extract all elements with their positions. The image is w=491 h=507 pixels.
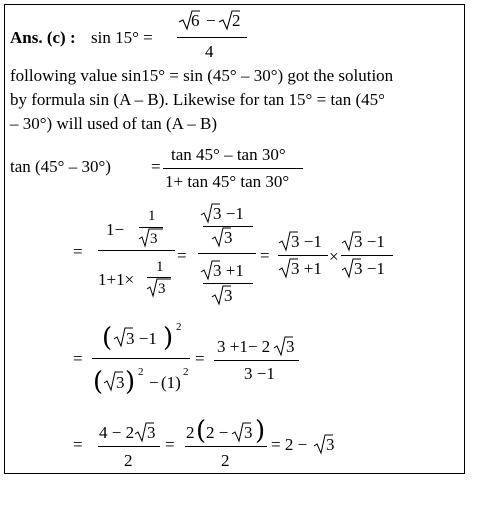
step1-f1-num-frac-num: 1 [148,208,156,224]
step1-eq3: = [260,246,270,265]
fraction-bar [341,255,393,256]
step1-f2-den-bot: 3 [224,286,233,305]
step2-r-num: 3 +1− 2 [217,337,271,356]
step3-final-root: 3 [326,435,335,454]
step2-r-den: 3 −1 [244,364,275,383]
step3-f2-num-root: 3 [244,423,253,442]
step2-num-inner: 3 −1 [126,329,157,348]
paren: ( [102,323,113,353]
tan-numerator: tan 45° – tan 30° [171,145,286,164]
step3-f1-num: 4 − 2 [99,423,135,442]
fraction-bar [92,358,190,359]
step3-eq2: = [165,435,175,454]
step2-den-exp-a: 2 [138,366,144,378]
paren: ( [196,416,207,446]
step2-r-num-root: 3 [286,337,295,356]
step1-f1-num-frac-den: 3 [150,231,158,247]
step1-f1-num-1: 1− [106,220,125,239]
paren: ) [255,416,266,446]
fraction-bar [177,37,247,38]
step3-eq3: = 2 − [271,435,308,454]
step1-f1-den-frac-num: 1 [156,259,164,275]
step1-eq2: = [177,246,187,265]
paren: ) [125,367,136,397]
fraction-bar [198,253,256,254]
step1-f2-num-top: 3 −1 [213,204,244,223]
paren: ) [163,323,174,353]
step2-eq2: = [195,349,205,368]
step1-f2-den-top: 3 +1 [213,261,244,280]
step3-f1-num-root: 3 [147,423,156,442]
answer-lhs: sin 15° = [91,28,153,47]
step2-eq: = [73,349,83,368]
step3-f2-num-inner: 2 − [206,423,229,442]
explanation-line-2: by formula sin (A – B). Likewise for tan 15° = tan (45° [10,90,385,109]
solution-card [4,4,465,474]
fraction-bar [203,283,253,284]
step1-f4-num: 3 −1 [354,232,385,251]
step1-f3-den: 3 +1 [291,259,322,278]
fraction-bar [214,360,299,361]
step2-den-exp-b: 2 [183,366,189,378]
fraction-bar [185,446,267,447]
step2-num-exp: 2 [176,321,182,333]
paren: ( [93,367,104,397]
explanation-line-3: – 30°) will used of tan (A – B) [10,114,217,133]
explanation-line-1: following value sin15° = sin (45° – 30°) got the solution [10,66,394,85]
answer-num-b: 2 [232,11,241,30]
step3-eq: = [73,435,83,454]
tan-eq: = [151,157,161,176]
step2-den-minus: − [149,373,159,392]
answer-num-a: 6 [191,11,200,30]
step1-f1-den-frac-den: 3 [158,281,166,297]
tan-lhs: tan (45° – 30°) [10,157,111,176]
answer-label: Ans. (c) : [10,28,76,47]
answer-den: 4 [205,42,214,61]
fraction-bar [98,250,175,251]
step1-f1-den-1: 1+1× [98,270,135,289]
step2-den-a: 3 [116,373,125,392]
step1-f2-num-bot: 3 [224,228,233,247]
step1-eq: = [73,242,83,261]
step3-f1-den: 2 [124,451,133,470]
tan-denominator: 1+ tan 45° tan 30° [165,172,290,191]
step3-f2-den: 2 [221,451,230,470]
fraction-bar [278,255,328,256]
fraction-bar [163,168,303,169]
step3-f2-num-pre: 2 [186,423,195,442]
fraction-bar [98,446,160,447]
step1-f4-den: 3 −1 [354,259,385,278]
step2-den-b: (1) [161,373,181,392]
answer-minus: − [206,11,216,30]
step1-times: × [329,247,339,266]
step1-f3-num: 3 −1 [291,232,322,251]
